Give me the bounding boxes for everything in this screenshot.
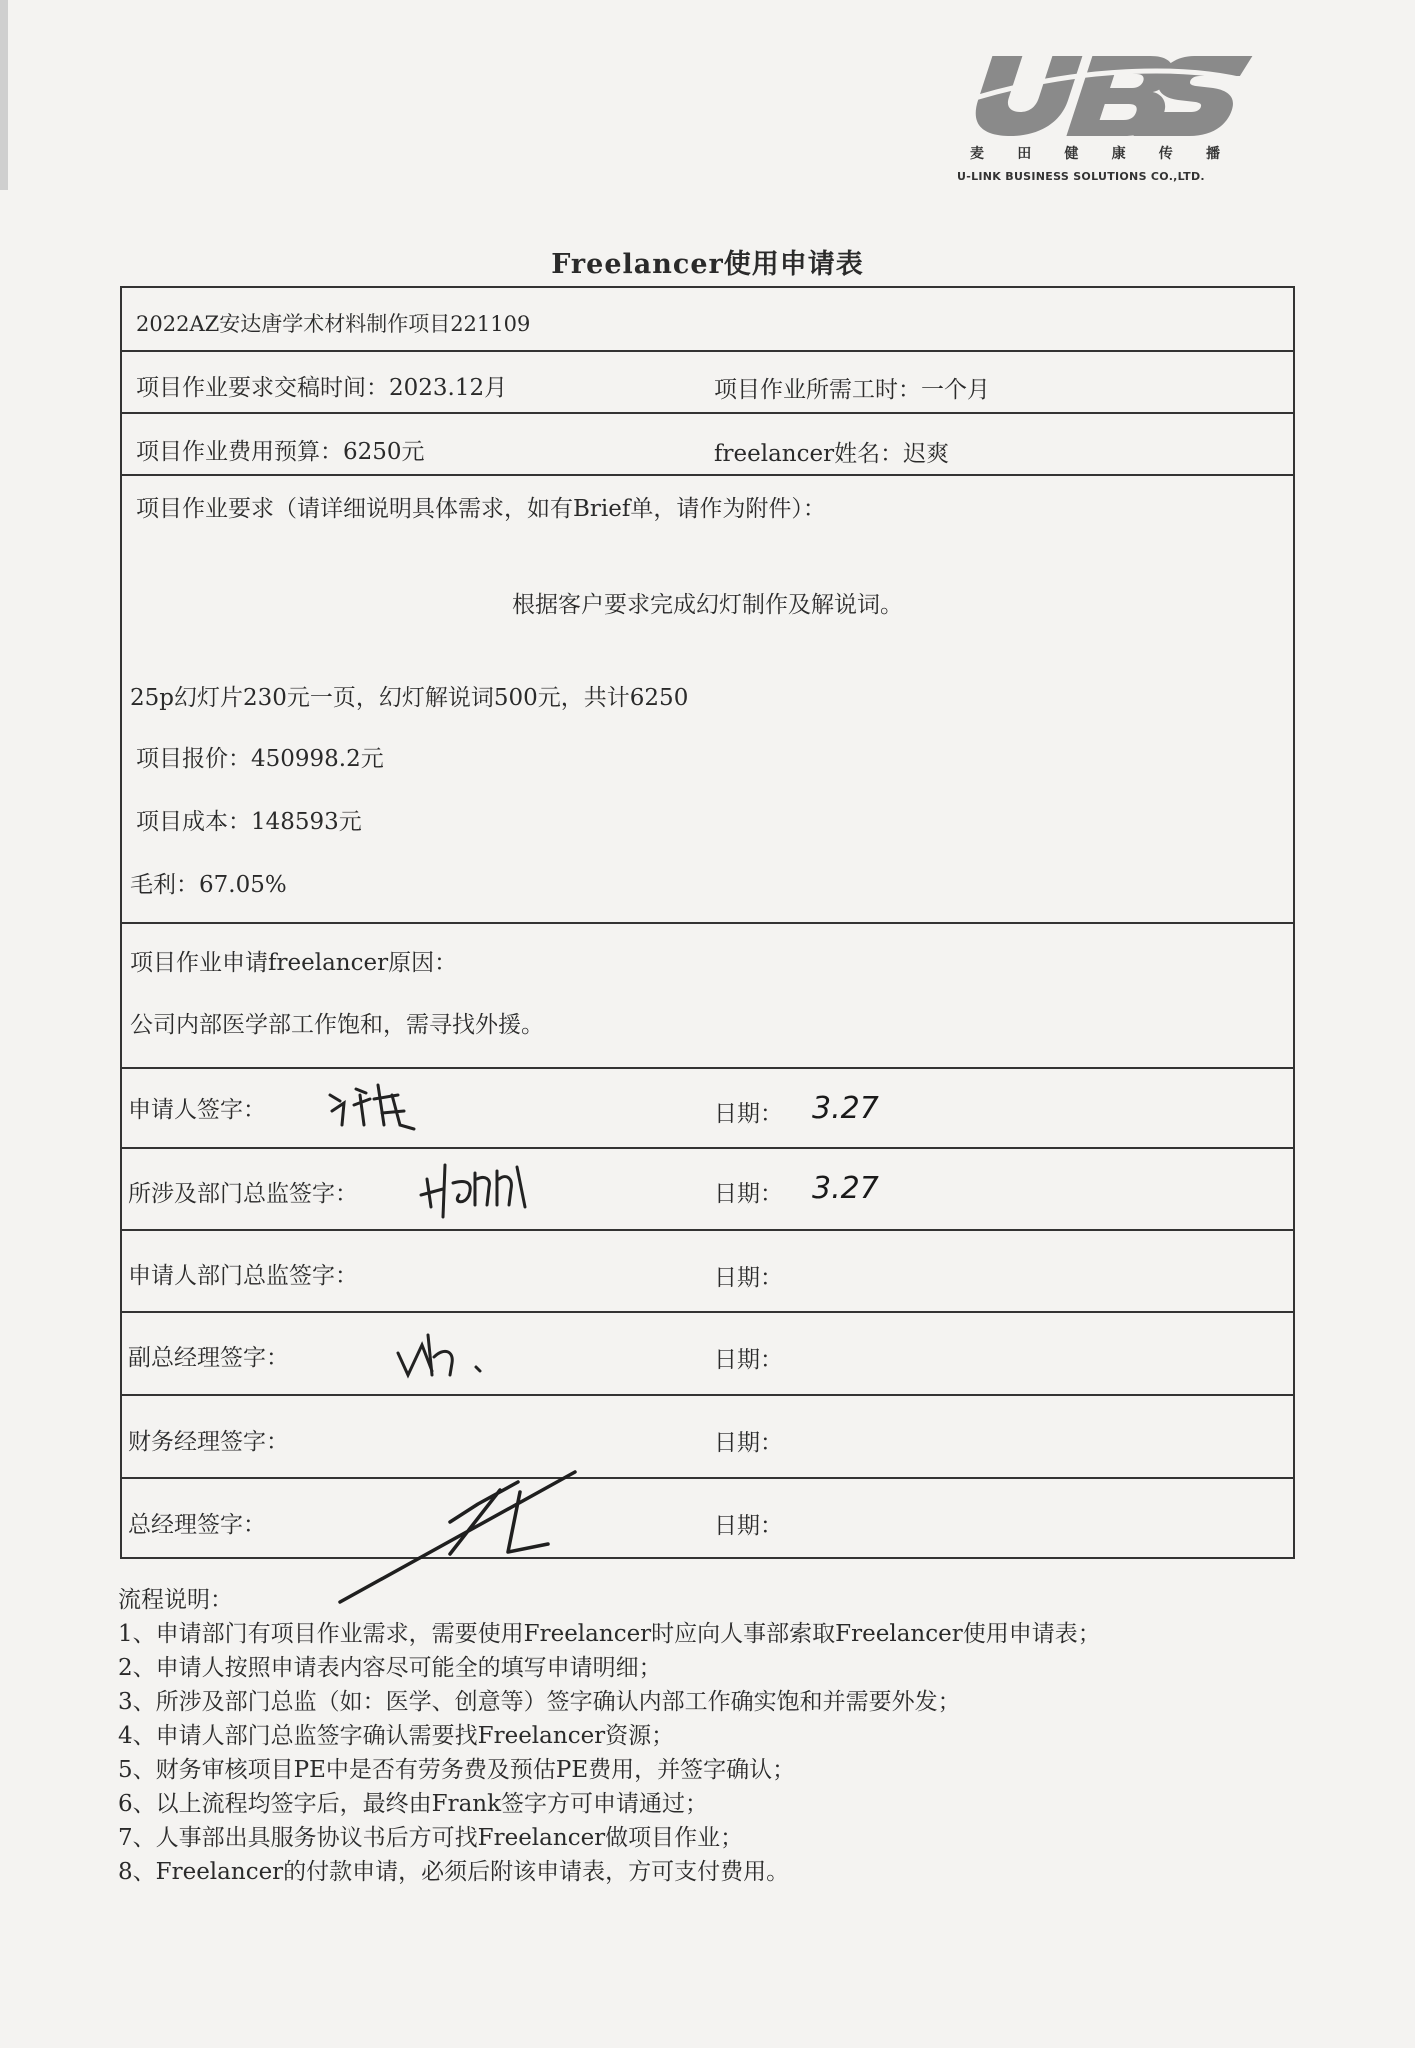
applicant-director-signature-label: 申请人部门总监签字： <box>128 1263 358 1289</box>
project-name: 2022AZ安达唐学术材料制作项目221109 <box>136 312 531 336</box>
row-gm-signature <box>122 1479 1293 1561</box>
applicant-date-value: 3.27 <box>812 1091 879 1126</box>
ubs-logo-mark <box>955 48 1255 143</box>
row-department-director-signature <box>122 1149 1293 1231</box>
process-note-item: 5、财务审核项目PE中是否有劳务费及预估PE费用，并签字确认； <box>118 1757 796 1783</box>
row-budget <box>122 414 1293 476</box>
applicant-signature-label: 申请人签字： <box>128 1097 266 1123</box>
vice-gm-signature-label: 副总经理签字： <box>128 1345 289 1371</box>
row-applicant-director-signature <box>122 1231 1293 1313</box>
page-edge-shadow <box>0 0 8 190</box>
application-form <box>120 286 1295 1559</box>
quote-text: 项目报价：450998.2元 <box>136 746 384 772</box>
cost-text: 项目成本：148593元 <box>136 809 362 835</box>
process-note-item: 8、Freelancer的付款申请，必须后附该申请表，方可支付费用。 <box>118 1859 790 1885</box>
applicant-date-label: 日期： <box>714 1101 783 1127</box>
finance-manager-signature-label: 财务经理签字： <box>128 1429 289 1455</box>
row-project-name <box>122 288 1293 352</box>
department-director-date-label: 日期： <box>714 1181 783 1207</box>
margin-text: 毛利：67.05% <box>130 872 287 898</box>
department-director-signature-label: 所涉及部门总监签字： <box>128 1181 358 1207</box>
deadline-text: 项目作业要求交稿时间：2023.12月 <box>136 375 508 401</box>
row-reason <box>122 924 1293 1069</box>
vice-gm-signature-handwriting <box>392 1325 502 1385</box>
process-note-item: 1、申请部门有项目作业需求，需要使用Freelancer时应向人事部索取Freelancer使用申请表； <box>118 1621 1101 1647</box>
gm-signature-label: 总经理签字： <box>128 1512 266 1538</box>
company-logo <box>955 48 1255 188</box>
logo-english-name: U-LINK BUSINESS SOLUTIONS CO.,LTD. <box>957 170 1205 183</box>
process-note-item: 6、以上流程均签字后，最终由Frank签字方可申请通过； <box>118 1791 709 1817</box>
reason-text: 公司内部医学部工作饱和，需寻找外援。 <box>130 1012 544 1038</box>
reason-label: 项目作业申请freelancer原因： <box>130 950 458 976</box>
row-vice-gm-signature <box>122 1313 1293 1396</box>
row-requirements <box>122 476 1293 924</box>
budget-text: 项目作业费用预算：6250元 <box>136 439 425 465</box>
process-notes <box>118 1583 1101 1889</box>
process-notes-title: 流程说明： <box>118 1587 233 1613</box>
row-finance-manager-signature <box>122 1396 1293 1479</box>
applicant-director-date-label: 日期： <box>714 1265 783 1291</box>
process-note-item: 4、申请人部门总监签字确认需要找Freelancer资源； <box>118 1723 675 1749</box>
requirements-description: 根据客户要求完成幻灯制作及解说词。 <box>512 592 903 618</box>
process-note-item: 7、人事部出具服务协议书后方可找Freelancer做项目作业； <box>118 1825 744 1851</box>
vice-gm-date-label: 日期： <box>714 1347 783 1373</box>
form-title: Freelancer使用申请表 <box>551 249 864 280</box>
pricing-text: 25p幻灯片230元一页，幻灯解说词500元，共计6250 <box>130 685 689 711</box>
department-director-date-value: 3.27 <box>812 1171 879 1206</box>
finance-manager-date-label: 日期： <box>714 1430 783 1456</box>
freelancer-name-text: freelancer姓名：迟爽 <box>714 441 950 467</box>
process-note-item: 2、申请人按照申请表内容尽可能全的填写申请明细； <box>118 1655 662 1681</box>
hours-text: 项目作业所需工时：一个月 <box>714 377 990 403</box>
logo-chinese-name: 麦 田 健 康 传 播 <box>970 146 1220 162</box>
row-deadline <box>122 352 1293 414</box>
requirements-label: 项目作业要求（请详细说明具体需求，如有Brief单，请作为附件）： <box>136 496 826 522</box>
row-applicant-signature <box>122 1069 1293 1149</box>
gm-date-label: 日期： <box>714 1513 783 1539</box>
department-director-signature-handwriting <box>417 1157 547 1219</box>
applicant-signature-handwriting <box>322 1075 432 1137</box>
process-note-item: 3、所涉及部门总监（如：医学、创意等）签字确认内部工作确实饱和并需要外发； <box>118 1689 961 1715</box>
